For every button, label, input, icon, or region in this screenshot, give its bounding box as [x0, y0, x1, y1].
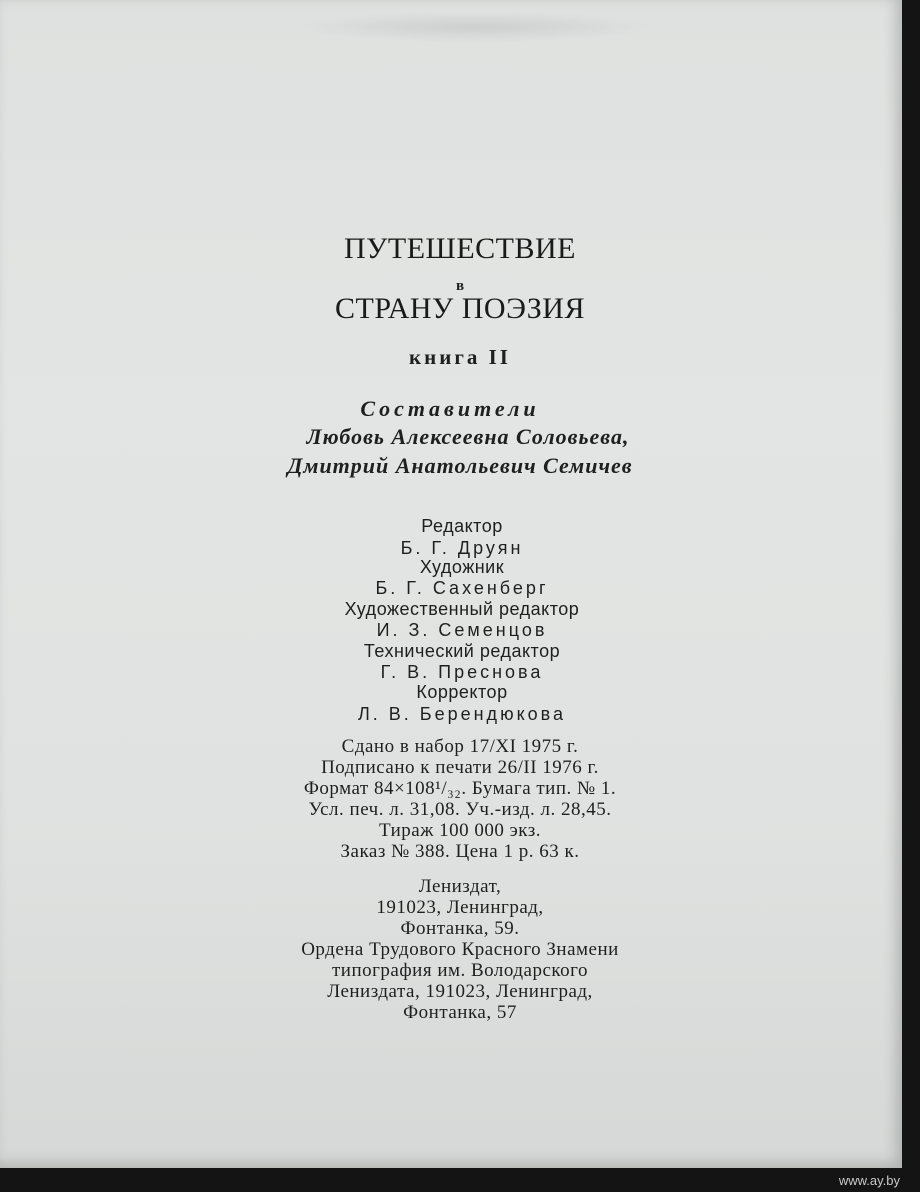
compilers-heading: Составители	[360, 396, 540, 421]
site-watermark: www.ay.by	[838, 1173, 900, 1188]
credit-role: Редактор	[421, 516, 503, 536]
compiler-name: Дмитрий Анатольевич Семичев	[287, 453, 633, 478]
publisher-line: Фонтанка, 59.	[400, 918, 520, 939]
publisher-line: Фонтанка, 57	[403, 1002, 517, 1023]
credit-role: Корректор	[416, 682, 508, 702]
credit-role: Художественный редактор	[344, 599, 580, 619]
title-preposition: в	[455, 278, 465, 294]
printing-line: Тираж 100 000 экз.	[378, 820, 541, 841]
credit-person: И. З. Семенцов	[376, 620, 548, 640]
credit-role: Технический редактор	[363, 641, 561, 661]
printing-line: Формат 84×108¹/₃₂. Бумага тип. № 1.	[303, 778, 617, 799]
compiler-name: Любовь Алексеевна Соловьева,	[306, 424, 630, 449]
credit-person: Л. В. Берендюкова	[357, 704, 567, 724]
publisher-line: Лениздат,	[418, 876, 502, 897]
book-volume: книга II	[409, 345, 511, 369]
printing-line: Подписано к печати 26/II 1976 г.	[321, 757, 599, 778]
credit-person: Г. В. Преснова	[380, 662, 544, 682]
publisher-line: 191023, Ленинград,	[376, 897, 544, 918]
publisher-line: Ордена Трудового Красного Знамени	[301, 939, 619, 960]
printing-line: Усл. печ. л. 31,08. Уч.-изд. л. 28,45.	[308, 799, 612, 820]
credit-person: Б. Г. Друян	[400, 538, 524, 558]
publisher-line: Лениздата, 191023, Ленинград,	[327, 981, 593, 1002]
show-through-text	[295, 12, 655, 42]
credit-role: Художник	[419, 557, 505, 577]
publisher-line: типография им. Володарского	[331, 960, 588, 981]
printing-line: Заказ № 388. Цена 1 р. 63 к.	[340, 841, 580, 862]
title-line-1: ПУТЕШЕСТВИЕ	[344, 232, 576, 265]
printing-line: Сдано в набор 17/XI 1975 г.	[341, 736, 579, 757]
credit-person: Б. Г. Сахенберг	[375, 578, 549, 598]
title-line-2: СТРАНУ ПОЭЗИЯ	[335, 292, 585, 325]
